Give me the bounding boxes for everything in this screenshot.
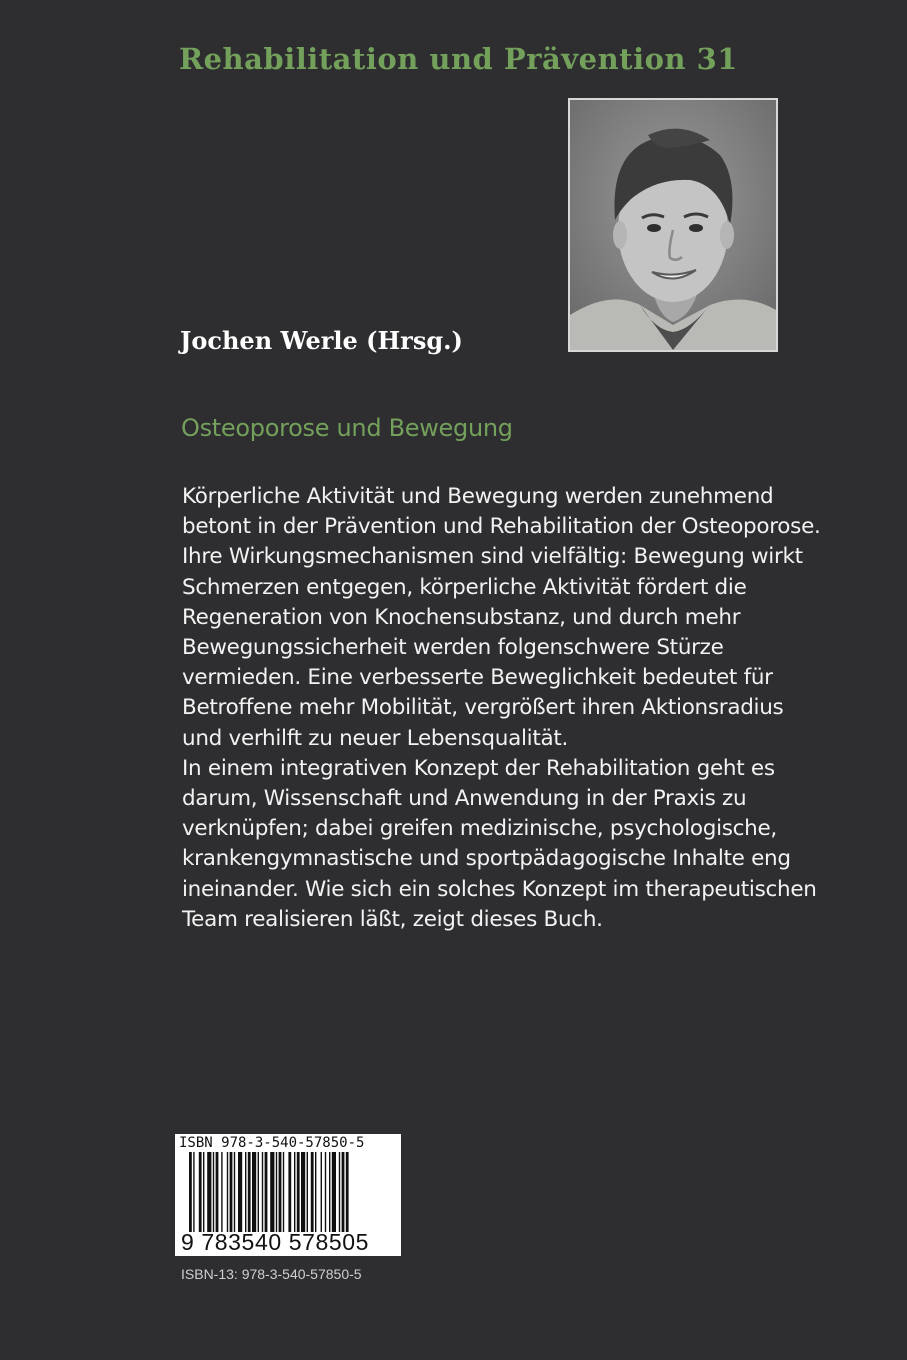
book-title: Osteoporose und Bewegung [181,414,513,442]
author-photo [568,98,778,352]
barcode-digits: 9 783540 578505 [181,1229,370,1255]
barcode-isbn-label: ISBN 978-3-540-57850-5 [179,1135,365,1151]
author-portrait-image [570,100,776,350]
blurb [182,482,822,935]
barcode-bars-icon [189,1152,389,1232]
isbn-barcode [175,1134,401,1256]
blurb-paragraph-2: In einem integrativen Konzept der Rehabilitation geht es darum, Wissenschaft und Anwendung in der Praxis zu verknüpfen; dabei greifen medizinische, psychologische, krankengymnastische und sportpädagogische Inhalte eng ineinander. Wie sich ein solches Konzept im therapeutischen Team realisieren läßt, zeigt dieses Buch. [182,755,817,932]
blurb-paragraph-1: Körperliche Aktivität und Bewegung werden zunehmend betont in der Prävention und Rehabilitation der Osteoporose. Ihre Wirkungsmechanismen sind vielfältig: Bewegung wirkt Schmerzen entgegen, körperliche Aktivität fördert die Regeneration von Knochensubstanz, und durch mehr Bewegungssicherheit werden folgenschwere Stürze vermieden. Eine verbesserte Beweglichkeit bedeutet für Betroffene mehr Mobilität, vergrößert ihren Aktionsradius und verhilft zu neuer Lebensqualität. [182,484,821,751]
series-title: Rehabilitation und Prävention 31 [179,42,738,76]
author-name: Jochen Werle (Hrsg.) [180,326,463,355]
isbn13-label: ISBN-13: 978-3-540-57850-5 [181,1266,362,1282]
